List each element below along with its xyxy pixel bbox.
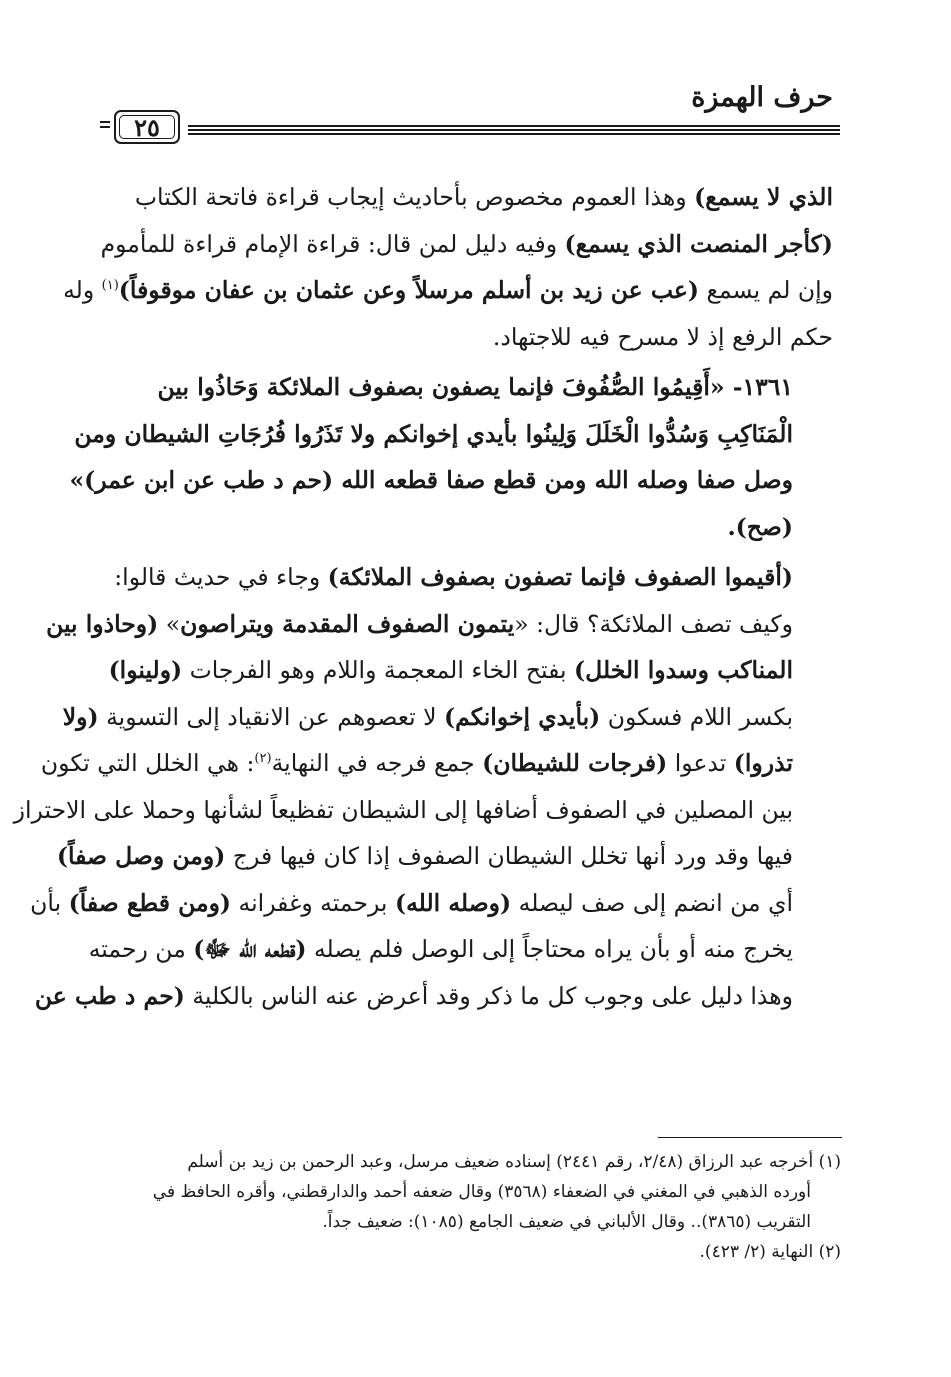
text-line: فيها وقد ورد أنها تخلل الشيطان الصفوف إذا كان فيها فرج (ومن وصل صفاً) [56, 842, 793, 870]
text-line: الْمَنَاكِبِ وَسُدُّوا الْخَلَلَ وَلِينُوا بأيدي إخوانكم ولا تَذَرُوا فُرُجَاتِ الشيطان ومن [74, 419, 793, 448]
text-line: وإن لم يسمع (عب عن زيد بن أسلم مرسلاً وعن عثمان بن عفان موقوفاً)$^{(١)}$ وله [63, 276, 833, 304]
text-line: أي من انضم إلى صف ليصله (وصله الله) برحمته وغفرانه (ومن قطع صفاً) بأن [30, 888, 793, 917]
footnote-separator [658, 1137, 842, 1138]
footnote-1-continued: التقريب (٣٨٦٥).. وقال الألباني في ضعيف الجامع (١٠٨٥): ضعيف جداً. [322, 1212, 811, 1232]
rule-line [188, 133, 840, 135]
text-line: (كأجر المنصت الذي يسمع) وفيه دليل لمن قال: قراءة الإمام قراءة للمأموم [100, 229, 833, 258]
text-line: المناكب وسدوا الخلل) بفتح الخاء المعجمة واللام وهو الفرجات (ولينوا) [108, 656, 793, 684]
commentary-paragraph-2 [13, 554, 833, 1019]
main-text [13, 174, 833, 1019]
header-rule [100, 108, 840, 148]
text-line: (صح). [727, 512, 793, 541]
commentary-paragraph-1 [63, 174, 833, 360]
text-line: بين المصلين في الصفوف أضافها إلى الشيطان تفظيعاً لشأنها وحملا على الاحتراز [13, 795, 793, 824]
hadith-text [69, 364, 833, 550]
text-line: الذي لا يسمع) وهذا العموم مخصوص بأحاديث إيجاب قراءة فاتحة الكتاب [134, 183, 833, 211]
footnote-1: (١) أخرجه عبد الرزاق (٢/٤٨، رقم ٢٤٤١) إسناده ضعيف مرسل، وعبد الرحمن بن زيد بن أسلم [187, 1152, 841, 1172]
text-line: وكيف تصف الملائكة؟ قال: «يتمون الصفوف المقدمة ويتراصون» (وحاذوا بين [46, 609, 793, 638]
text-line: حكم الرفع إذ لا مسرح فيه للاجتهاد. [492, 322, 833, 351]
text-line: وهذا دليل على وجوب كل ما ذكر وقد أعرض عنه الناس بالكلية (حم د طب عن [34, 981, 793, 1010]
rule-line [188, 125, 840, 127]
text-line: (أقيموا الصفوف فإنما تصفون بصفوف الملائكة) وجاء في حديث قالوا: [114, 563, 793, 591]
ornament-mark [100, 119, 110, 129]
text-line: ١٣٦١- «أَقِيمُوا الصُّفُوفَ فإنما يصفون بصفوف الملائكة وَحَاذُوا بين [157, 373, 793, 401]
text-line: بكسر اللام فسكون (بأيدي إخوانكم) لا تعصوهم عن الانقياد إلى التسوية (ولا [62, 702, 793, 731]
footnote-1-continued: أورده الذهبي في المغني في الضعفاء (٣٥٦٨) وقال ضعفه أحمد والدارقطني، وأقره الحافظ في [152, 1182, 811, 1202]
text-line: يخرج منه أو بأن يراه محتاجاً إلى الوصل فلم يصله (قطعه الله ﷻ) من رحمته [88, 935, 793, 963]
rule-line [188, 129, 840, 131]
footnotes [98, 1147, 841, 1267]
text-line: تذروا) تدعوا (فرجات للشيطان) جمع فرجه في النهاية$^{(٢)}$: هي الخلل التي تكون [40, 749, 793, 777]
footnote-ref: (٢) [254, 751, 272, 767]
text-line: وصل صفا وصله الله ومن قطع صفا قطعه الله (حم د طب عن ابن عمر)» [69, 466, 793, 494]
running-title: حرف الهمزة [691, 82, 833, 113]
footnote-2: (٢) النهاية (٢/ ٤٢٣). [699, 1242, 841, 1262]
page-number: ٢٥ [114, 110, 180, 144]
footnote-ref: (١) [101, 278, 119, 294]
